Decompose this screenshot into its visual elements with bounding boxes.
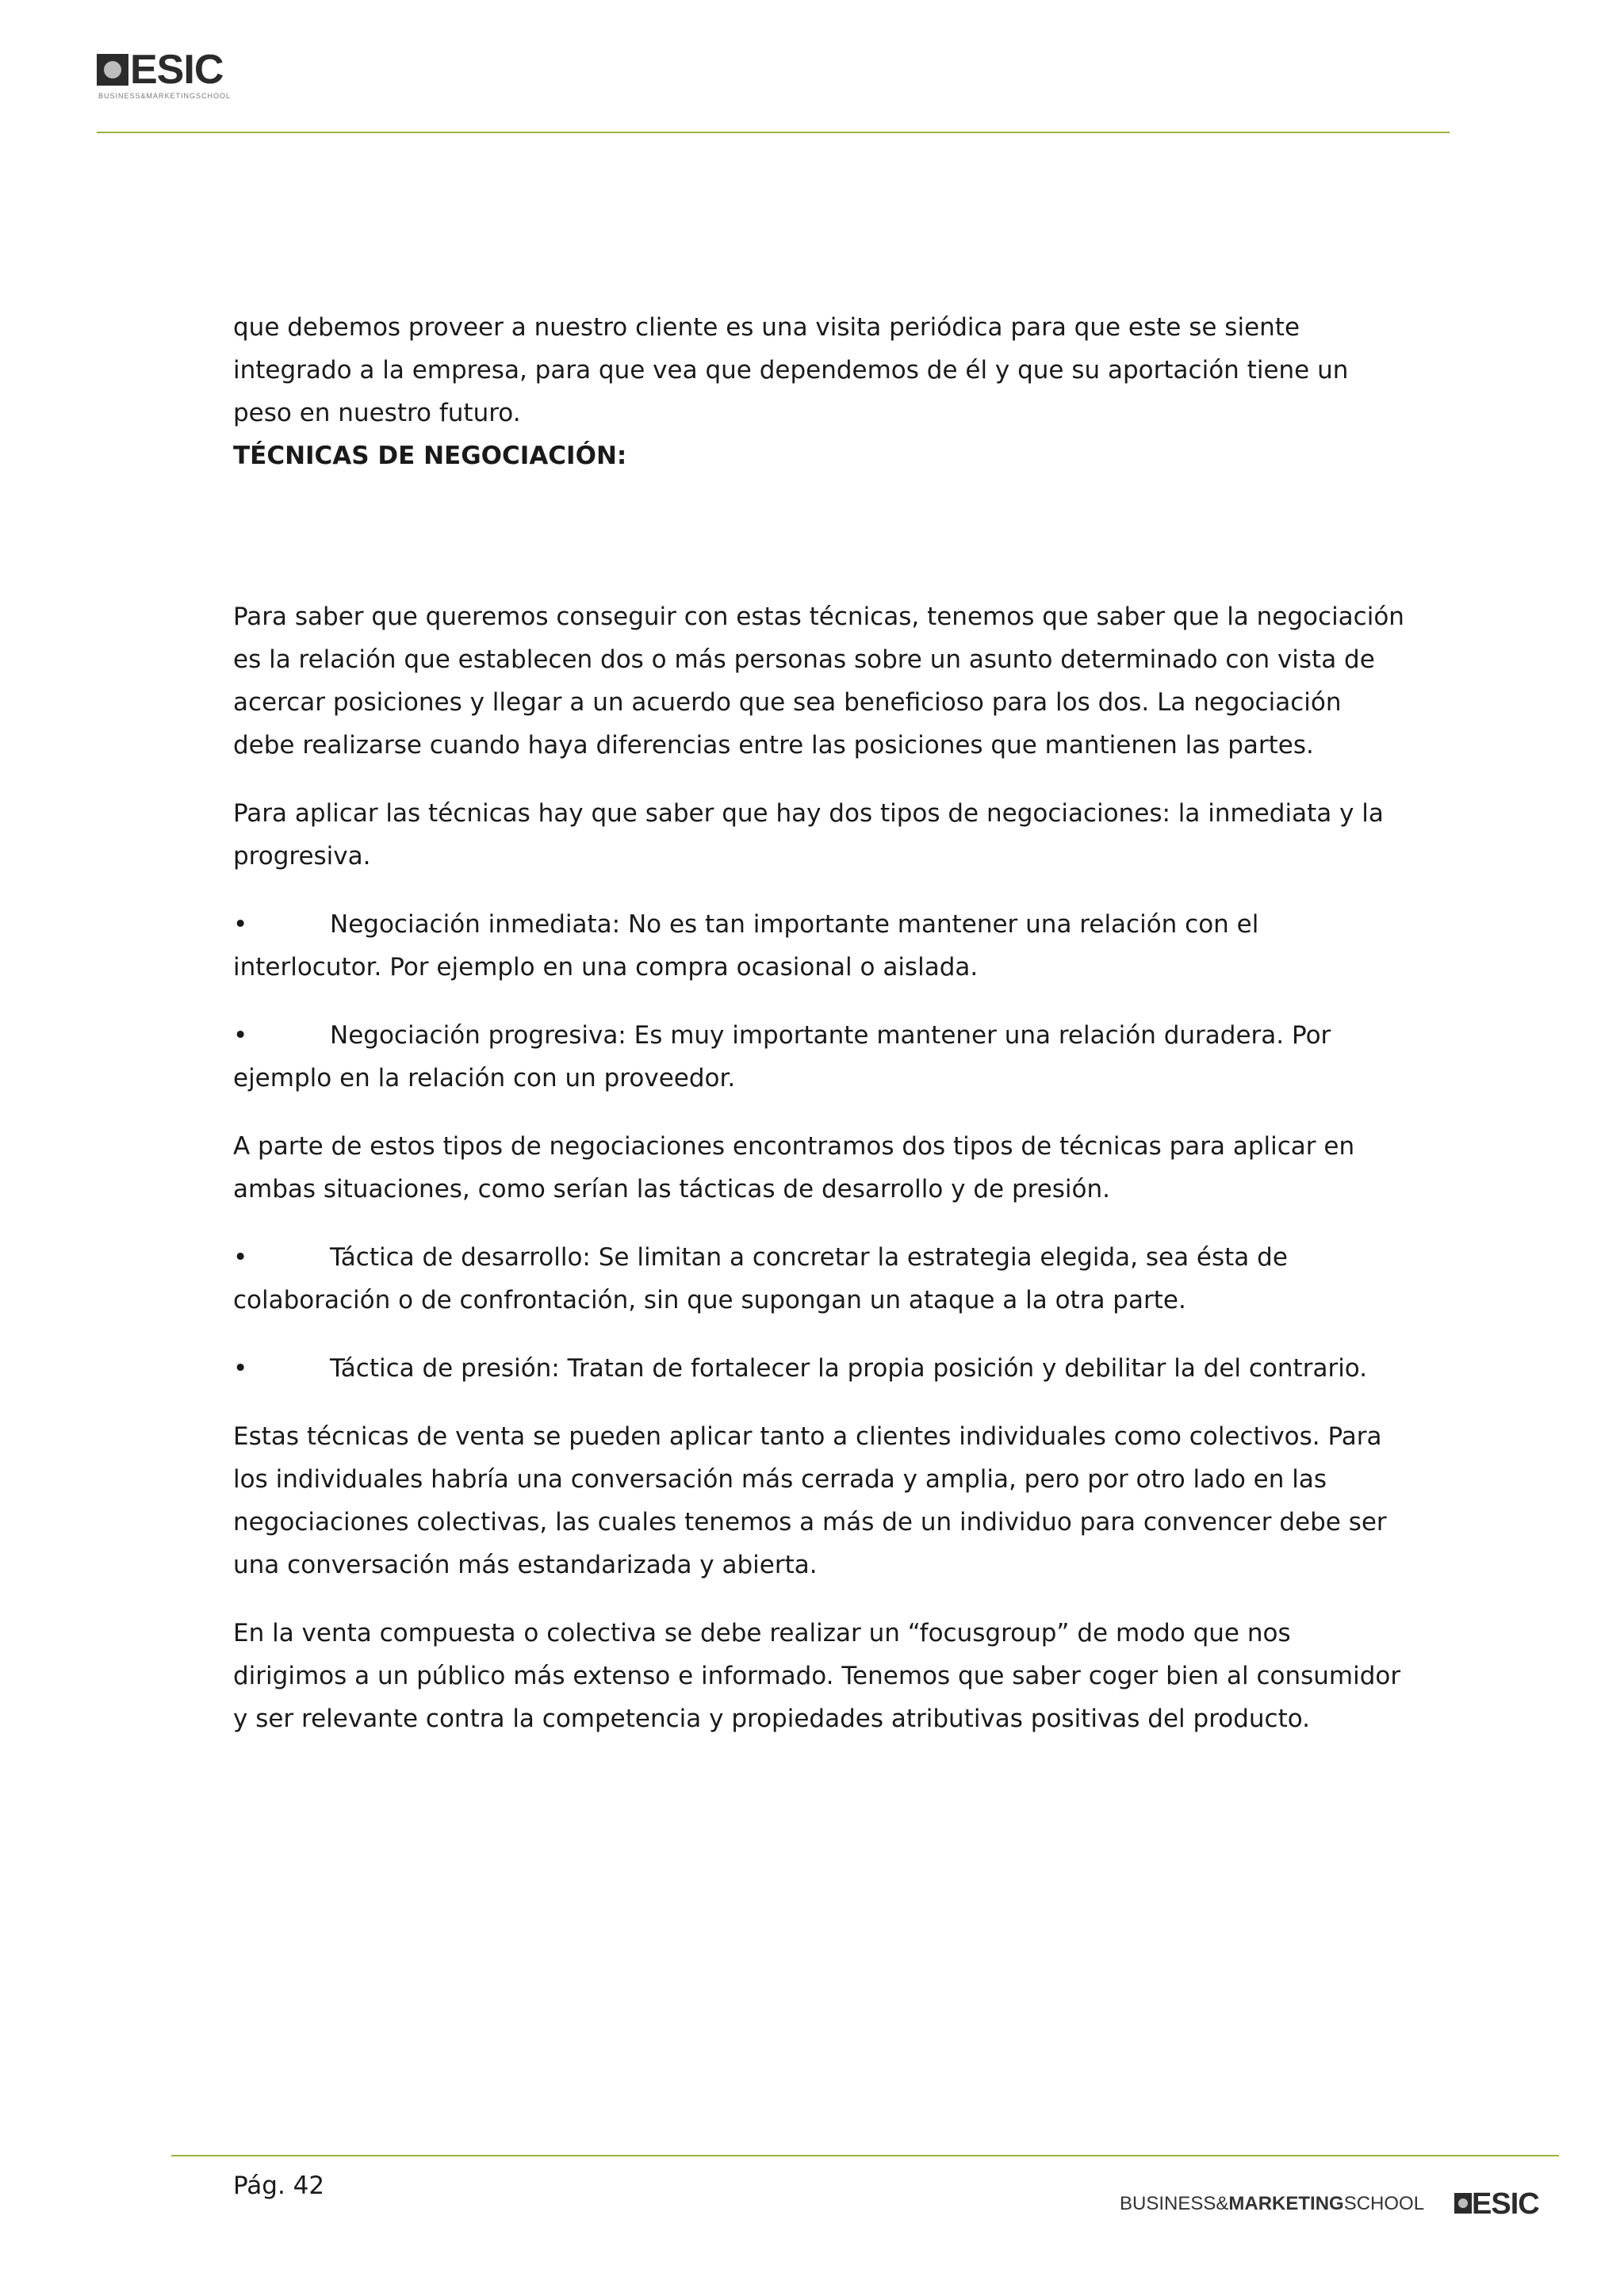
tagline-part-c: SCHOOL bbox=[1343, 2193, 1425, 2214]
list-item-bullet-3 bbox=[233, 1236, 1407, 1322]
bullet-glyph: • bbox=[233, 1021, 248, 1050]
footer-tagline bbox=[1120, 2193, 1424, 2215]
paragraph-2: Para aplicar las técnicas hay que saber que hay dos tipos de negociaciones: la inmediata y la progresiva. bbox=[233, 799, 1384, 871]
tagline-part-a: BUSINESS& bbox=[1120, 2193, 1229, 2214]
header-rule bbox=[97, 132, 1450, 133]
bullet-glyph: • bbox=[233, 910, 248, 939]
list-item-bullet-2 bbox=[233, 1014, 1407, 1100]
intro-paragraph: que debemos proveer a nuestro cliente es una visita periódica para que este se siente integrado a la empresa, para que vea que dependemos de él y que su aportación tiene un peso en nuestro futuro. bbox=[233, 313, 1349, 427]
bullet-1-first-line: Negociación inmediata: No es tan importante mantener una relación con el bbox=[330, 910, 1259, 939]
logo-subtitle: BUSINESS&MARKETINGSCHOOL bbox=[98, 92, 232, 100]
tagline-part-b: MARKETING bbox=[1228, 2193, 1344, 2214]
esic-emblem-icon bbox=[1454, 2193, 1472, 2214]
logo-wordmark: ESIC bbox=[130, 47, 224, 93]
paragraph-5: En la venta compuesta o colectiva se debe realizar un “focusgroup” de modo que nos dirigimos a un público más extenso e informado. Tenemos que saber coger bien al consumidor y ser relevante contra la competencia y propiedades atributivas positivas del producto. bbox=[233, 1619, 1401, 1733]
bullet-3-first-line: Táctica de desarrollo: Se limitan a concretar la estrategia elegida, sea ésta de bbox=[330, 1243, 1288, 1272]
footer-logo-wordmark: ESIC bbox=[1472, 2187, 1539, 2221]
list-item-bullet-1 bbox=[233, 903, 1407, 989]
paragraph-4: Estas técnicas de venta se pueden aplicar tanto a clientes individuales como colectivos. Para los individuales habría una conversación más cerrada y amplia, pero por otro lado en las negociaciones colectivas, las cuales tenemos a más de un individuo para convencer debe ser una conversación más estandarizada y abierta. bbox=[233, 1422, 1387, 1579]
bullet-glyph: • bbox=[233, 1354, 248, 1383]
bullet-4-first-line: Táctica de presión: Tratan de fortalecer la propia posición y debilitar la del contrario. bbox=[330, 1354, 1368, 1383]
bullet-2-continuation: ejemplo en la relación con un proveedor. bbox=[233, 1064, 736, 1093]
bullet-3-continuation: colaboración o de confrontación, sin que supongan un ataque a la otra parte. bbox=[233, 1286, 1186, 1314]
paragraph-1: Para saber que queremos conseguir con estas técnicas, tenemos que saber que la negociación es la relación que establecen dos o más personas sobre un asunto determinado con vista de acercar posiciones y llegar a un acuerdo que sea beneficioso para los dos. La negociación debe realizarse cuando haya diferencias entre las posiciones que mantienen las partes. bbox=[233, 603, 1404, 760]
esic-logo-header bbox=[97, 49, 255, 105]
footer-rule bbox=[171, 2155, 1559, 2156]
section-heading: TÉCNICAS DE NEGOCIACIÓN: bbox=[233, 442, 627, 470]
bullet-2-first-line: Negociación progresiva: Es muy importante mantener una relación duradera. Por bbox=[330, 1021, 1331, 1050]
bullet-1-continuation: interlocutor. Por ejemplo en una compra ocasional o aislada. bbox=[233, 953, 979, 982]
page-number: Pág. 42 bbox=[233, 2172, 325, 2200]
list-item-bullet-4 bbox=[233, 1347, 1407, 1390]
paragraph-3: A parte de estos tipos de negociaciones encontramos dos tipos de técnicas para aplicar en ambas situaciones, como serían las tácticas de desarrollo y de presión. bbox=[233, 1132, 1355, 1203]
page-body bbox=[233, 306, 1407, 1766]
bullet-glyph: • bbox=[233, 1243, 248, 1272]
esic-emblem-icon bbox=[97, 54, 128, 86]
